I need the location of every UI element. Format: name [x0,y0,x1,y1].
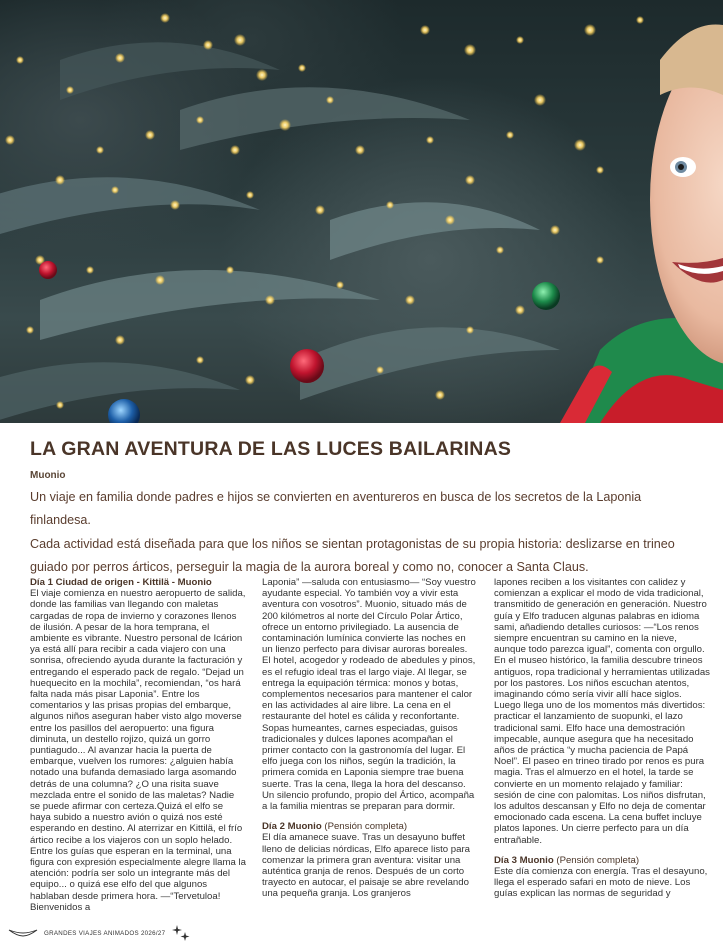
intro-block [30,486,700,578]
hero-illustration [0,0,723,423]
green-ornament [532,282,560,310]
itinerary-columns [30,577,710,919]
red-ornament [290,349,324,383]
hero-photo [0,0,723,423]
day-3-title: Día 3 Muonio [494,854,554,866]
page-title: LA GRAN AVENTURA DE LAS LUCES BAILARINAS [30,438,512,460]
day-3-text: Este día comienza con energía. Tras el desayuno, llega el esperado safari en moto de nieve. Los guías explican las normas de seguridad y [494,866,708,900]
intro-paragraph: Cada actividad está diseñada para que los niños se sientan protagonistas de su propia historia: deslizarse en trineo guiado por perros árticos, perseguir la magia de la aurora boreal y como no, conocer a Santa Claus. [30,537,675,574]
itinerary-column-1 [30,577,246,919]
day-2-plan: (Pensión completa) [324,821,408,833]
wings-icon [8,928,38,938]
day-3-plan: (Pensión completa) [556,854,640,866]
pine-branches [0,42,560,423]
day-2-text-part-2: lapones reciben a los visitantes con calidez y comienzan a explicar el modo de vida tradicional, transmitido de generación en generación. Nuestro guía y Elfo traducen algunas palabras en idioma sami, añadiendo detalles curiosos: —“Los renos siempre encuentran su camino en la nieve, aunque todo parezca igual”, comenta con orgullo. En el museo histórico, la familia descubre trineos antiguos, ropa tradicional y herramientas utilizadas por los pastores. Los niños escuchan atentos, imaginando cómo sería vivir allí hace siglos. Luego llega uno de los momentos más divertidos: practicar el lanzamiento de suopunki, el lazo tradicional sami. Elfo hace una demostración impecable, aunque asegura que ha necesitado años de práctica “y mucha paciencia de Papá Noel”. El paseo en trineo tirado por renos es pura magia. Tras el almuerzo en el hotel, la tarde se convierte en un momento relajado y familiar: sesión de cine con palomitas. Los niños disfrutan, los adultos descansan y Elfo no deja de comentar emocionado cada escena. La cena buffet incluye platos lapones. Un cierre perfecto para un día entrañable. [494,577,710,846]
red-ornament-small [39,261,57,279]
destination-label: Muonio [30,470,66,481]
day-3-heading [494,855,710,866]
day-2-text-part-1: El día amanece suave. Tras un desayuno buffet lleno de delicias nórdicas, Elfo aparece listo para comenzar la primera gran aventura: visitar una auténtica granja de renos. Después de un corto trayecto en autocar, el paisaje se abre revelando una pequeña granja. Los granjeros [262,832,470,900]
day-1-text-part-2: Laponia” —saluda con entusiasmo— “Soy vuestro ayudante especial. Yo también voy a vivir esta aventura con vosotros”. Muonio, situado más de 200 kilómetros al norte del Círculo Polar Ártico, ofrece un entorno privilegiado. La ausencia de contaminación lumínica convierte las noches en un lienzo perfecto para divisar auroras boreales. El hotel, acogedor y rodeado de abedules y pinos, es el refugio ideal tras el largo viaje. Al llegar, se entrega la equipación térmica: monos y botas, complementos necesarios para mantener el calor en las actividades al aire libre. La cena en el restaurante del hotel es cálida y reconfortante. Sopas humeantes, carnes especiadas, guisos tradicionales y dulces lapones acompañan el primer contacto con la gastronomía del lugar. El elfo juega con los niños, según la tradición, la primera comida en Laponia siempre trae buena suerte. Tras la cena, llega la hora del descanso. Un silencio profundo, propio del Ártico, acompaña a la familia mientras se preparan para dormir. [262,577,476,813]
footer-label: GRANDES VIAJES ANIMADOS 2026/27 [44,929,166,937]
day-2-heading [262,821,478,832]
sparkle-icon [171,924,191,942]
child-figure [560,24,723,423]
day-1-heading: Día 1 Ciudad de origen - Kittilä - Muonio [30,577,212,588]
blue-ornament [108,399,140,423]
itinerary-column-2 [262,577,478,919]
day-2-title: Día 2 Muonio [262,821,322,833]
page-footer [8,925,191,941]
itinerary-column-3 [494,577,710,919]
intro-paragraph: Un viaje en familia donde padres e hijos se convierten en aventureros en busca de los secretos de la Laponia finlandesa. [30,490,642,527]
day-1-text-part-1: El viaje comienza en nuestro aeropuerto de salida, donde las familias van llegando con maletas cargadas de ropa de invierno y corazones llenos de ilusión. A pesar de la hora temprana, el ambiente es vibrante. Nuestro personal de Icárion ya está allí para recibir a cada viajero con una sonrisa, ofreciendo ayuda durante la facturación y entregando el esperado pack de regalo. “Dejad un huequecito en la mochila”, recomiendan, “os hará falta nada más pisar Laponia”. Entre los comentarios y las prisas propias del embarque, algunos niños aseguran haber visto algo moverse entre los pasillos del aeropuerto: una figura diminuta, un destello rojizo, quizá un gorro puntiagudo... Al avanzar hacia la puerta de embarque, vuelven los rumores: ¿alguien había notado una bufanda demasiado larga asomando detrás de una columna? ¿O una risita suave mezclada entre el sonido de las maletas? Nadie se puede afirmar con certeza.Quizá el elfo se haya subido a nuestro avión o quizá nos esté esperando en destino. Al aterrizar en Kittilä, el frío ártico recibe a los viajeros con un soplo helado. Entre los guías que esperan en la terminal, una figura con expresión especialmente alegre llama la atención: podría ser solo un integrante más del equipo... o quizá ese elfo del que algunos hablaban desde primera hora. —“Tervetuloa! Bienvenidos a [30,588,246,913]
